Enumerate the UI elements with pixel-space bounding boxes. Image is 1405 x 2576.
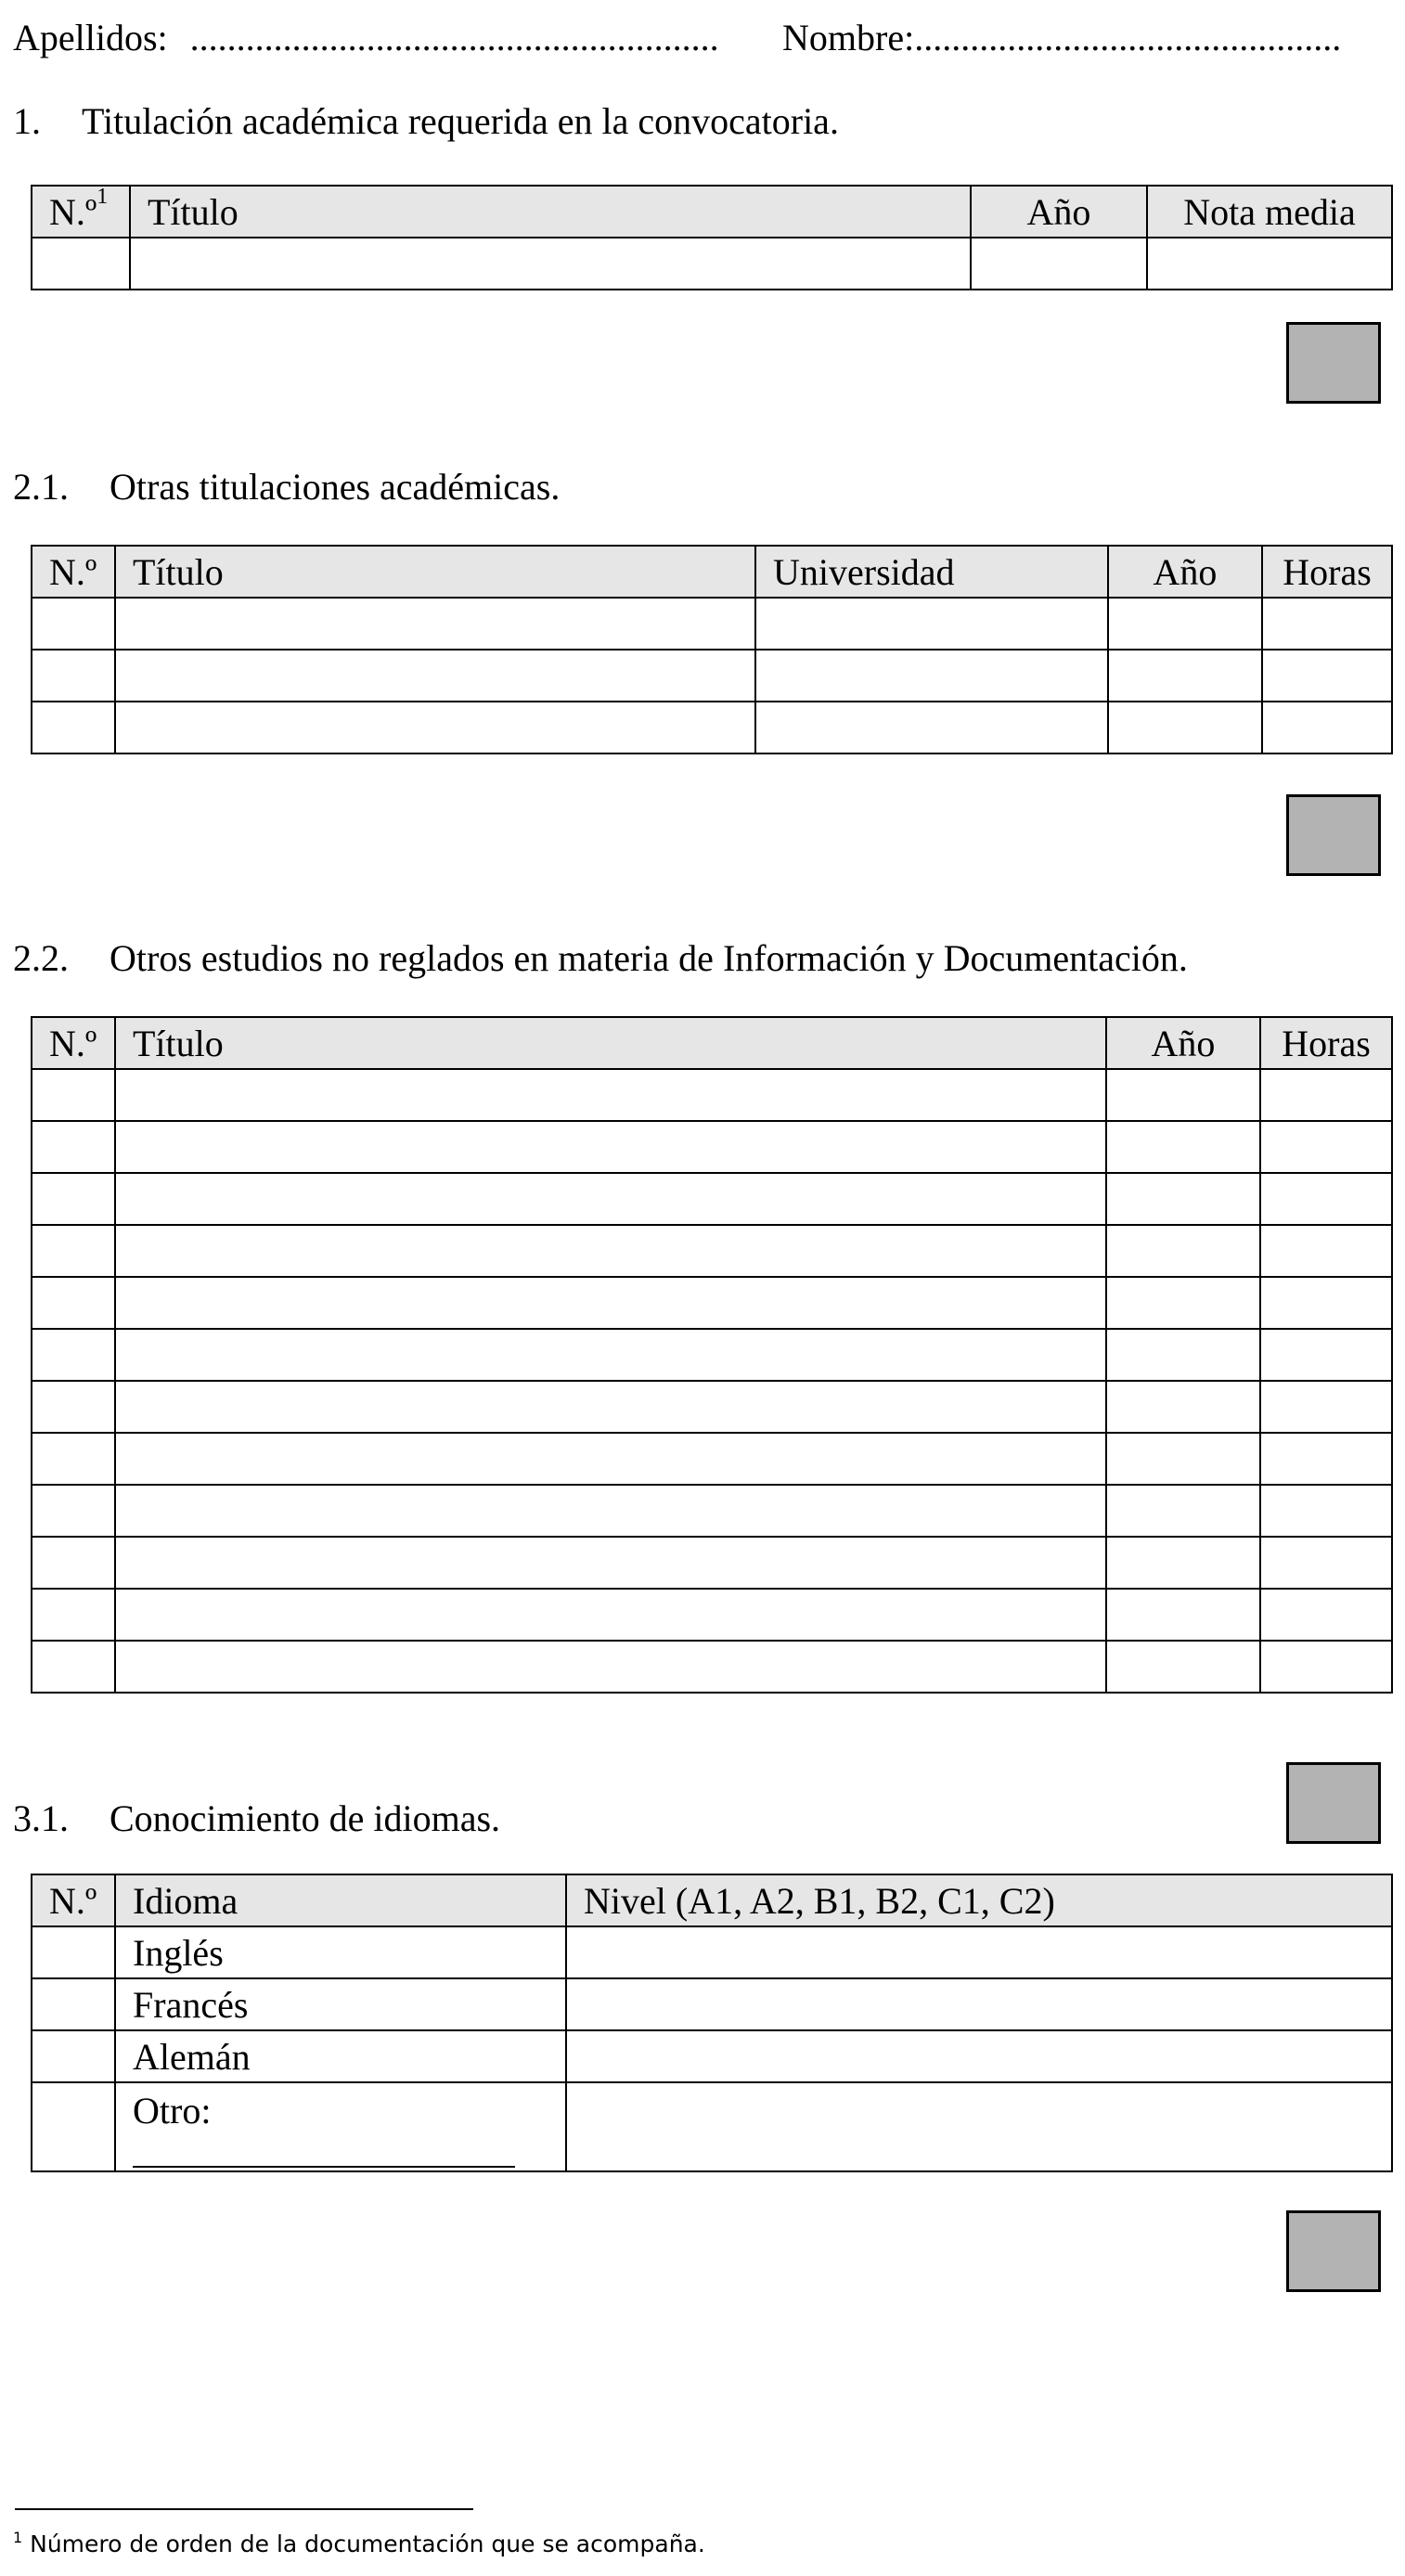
col-header-ano: Año (971, 186, 1147, 238)
cell-input[interactable] (1106, 1589, 1260, 1641)
cell-input[interactable] (115, 1537, 1106, 1589)
nombre-label: Nombre: (782, 17, 915, 58)
table-row (32, 1329, 1392, 1381)
table-row (32, 2082, 1392, 2171)
table-row (32, 1537, 1392, 1589)
table-row (32, 2030, 1392, 2082)
cell-input[interactable] (1106, 1277, 1260, 1329)
section31-heading (13, 1797, 501, 1839)
cell-input[interactable] (1106, 1121, 1260, 1173)
cell-input[interactable] (1262, 702, 1392, 753)
col-header-titulo: Título (115, 1017, 1106, 1069)
cell-input[interactable] (32, 1589, 115, 1641)
table-row (32, 1381, 1392, 1433)
cell-input[interactable] (1106, 1485, 1260, 1537)
cell-input[interactable] (755, 650, 1108, 702)
nombre-line (782, 19, 1341, 57)
cell-input[interactable] (32, 702, 115, 753)
section22-number: 2.2. (13, 937, 69, 979)
col-header-titulo: Título (130, 186, 971, 238)
cell-input[interactable] (1260, 1433, 1392, 1485)
section22-rows (32, 1069, 1392, 1693)
cell-input[interactable] (32, 1537, 115, 1589)
cell-input[interactable] (1260, 1537, 1392, 1589)
cell-input[interactable] (115, 1121, 1106, 1173)
table-row (32, 1641, 1392, 1693)
section1-table (31, 185, 1393, 290)
cell-input[interactable] (1106, 1381, 1260, 1433)
table-row (32, 238, 1392, 290)
cell-input[interactable] (115, 1277, 1106, 1329)
cell-input[interactable] (755, 702, 1108, 753)
apellidos-field[interactable]: ......................................................... (189, 17, 719, 58)
cell-input[interactable] (32, 2082, 115, 2171)
cell-input[interactable] (115, 598, 755, 650)
table-row (32, 598, 1392, 650)
section31-table (31, 1874, 1393, 2172)
language-aleman: Alemán (115, 2030, 566, 2082)
cell-input[interactable] (115, 1433, 1106, 1485)
section22-heading (13, 937, 1188, 979)
cell-input[interactable] (32, 2030, 115, 2082)
col-header-universidad: Universidad (755, 546, 1108, 598)
cell-input[interactable] (1108, 650, 1262, 702)
table-header-row (32, 546, 1392, 598)
cell-input[interactable] (1262, 650, 1392, 702)
cell-input[interactable] (1106, 1433, 1260, 1485)
cell-input[interactable] (1260, 1225, 1392, 1277)
cell-input[interactable] (566, 1926, 1392, 1978)
cell-input[interactable] (1106, 1329, 1260, 1381)
footnote-marker: 1 (13, 2529, 23, 2546)
cell-input[interactable] (115, 1225, 1106, 1277)
cell-input[interactable] (115, 1069, 1106, 1121)
cell-input[interactable] (1260, 1173, 1392, 1225)
cell-input[interactable] (115, 1173, 1106, 1225)
cell-input[interactable] (1147, 238, 1392, 290)
cell-input[interactable] (32, 1433, 115, 1485)
table-header-row (32, 1874, 1392, 1926)
cell-input[interactable] (1260, 1329, 1392, 1381)
cell-input[interactable] (32, 1173, 115, 1225)
table-row (32, 1926, 1392, 1978)
col-header-numero: N.º (32, 1017, 115, 1069)
section1-number: 1. (13, 100, 41, 142)
cell-input[interactable] (971, 238, 1147, 290)
footnote-text: Número de orden de la documentación que se acompaña. (30, 2531, 705, 2557)
cell-input[interactable] (1108, 598, 1262, 650)
language-ingles: Inglés (115, 1926, 566, 1978)
section21-title: Otras titulaciones académicas. (110, 466, 561, 508)
cell-input[interactable] (32, 238, 130, 290)
section22-table (31, 1016, 1393, 1694)
col-header-horas: Horas (1262, 546, 1392, 598)
col-header-numero: N.º (32, 546, 115, 598)
cell-input[interactable] (1106, 1225, 1260, 1277)
cell-input[interactable] (32, 1381, 115, 1433)
section1-title: Titulación académica requerida en la convocatoria. (82, 100, 839, 142)
table-row (32, 1277, 1392, 1329)
cell-input[interactable] (115, 1381, 1106, 1433)
cell-input[interactable] (130, 238, 971, 290)
cell-input[interactable] (115, 1641, 1106, 1693)
cell-input[interactable] (32, 598, 115, 650)
language-frances: Francés (115, 1978, 566, 2030)
cell-input[interactable] (32, 1121, 115, 1173)
score-box[interactable] (1286, 322, 1381, 404)
cell-input[interactable] (1260, 1069, 1392, 1121)
cell-input[interactable] (566, 1978, 1392, 2030)
section21-number: 2.1. (13, 466, 69, 508)
cell-input[interactable] (1106, 1069, 1260, 1121)
col-header-nivel: Nivel (A1, A2, B1, B2, C1, C2) (566, 1874, 1392, 1926)
apellidos-label: Apellidos: (13, 17, 168, 58)
score-box[interactable] (1286, 2210, 1381, 2292)
cell-input[interactable] (32, 1485, 115, 1537)
col-header-horas: Horas (1260, 1017, 1392, 1069)
cell-input[interactable] (32, 1225, 115, 1277)
cell-input[interactable] (1260, 1589, 1392, 1641)
cell-input[interactable] (115, 702, 755, 753)
cell-input[interactable] (1106, 1173, 1260, 1225)
table-row (32, 1485, 1392, 1537)
section22-title: Otros estudios no reglados en materia de Información y Documentación. (110, 937, 1188, 979)
col-header-numero: N.º (32, 1874, 115, 1926)
cell-input[interactable] (1106, 1537, 1260, 1589)
col-header-ano: Año (1108, 546, 1262, 598)
otro-blank-field[interactable] (133, 2138, 515, 2168)
col-header-titulo: Título (115, 546, 755, 598)
cell-input[interactable] (115, 1329, 1106, 1381)
table-row (32, 1069, 1392, 1121)
section31-title: Conocimiento de idiomas. (110, 1797, 501, 1839)
table-header-row (32, 1017, 1392, 1069)
cell-input[interactable] (115, 1589, 1106, 1641)
table-header-row (32, 186, 1392, 238)
footnote-ref[interactable]: 1 (97, 186, 109, 209)
cell-input[interactable] (115, 650, 755, 702)
section21-heading (13, 466, 561, 508)
section1-heading (13, 100, 839, 142)
cell-input[interactable] (115, 1485, 1106, 1537)
cell-input[interactable] (1260, 1121, 1392, 1173)
language-otro-label: Otro: (133, 2090, 212, 2132)
cell-input[interactable] (32, 650, 115, 702)
table-row (32, 1589, 1392, 1641)
col-header-idioma: Idioma (115, 1874, 566, 1926)
cell-input[interactable] (1108, 702, 1262, 753)
cell-input[interactable] (32, 1329, 115, 1381)
cell-input[interactable] (32, 1926, 115, 1978)
cell-input[interactable] (1262, 598, 1392, 650)
col-header-ano: Año (1106, 1017, 1260, 1069)
header-line (13, 19, 719, 57)
cell-input[interactable] (1106, 1641, 1260, 1693)
cell-input[interactable] (1260, 1641, 1392, 1693)
table-row (32, 1121, 1392, 1173)
col-header-nota-media: Nota media (1147, 186, 1392, 238)
cell-input[interactable] (32, 1069, 115, 1121)
section21-table (31, 545, 1393, 754)
table-row (32, 702, 1392, 753)
cell-input[interactable] (755, 598, 1108, 650)
table-row (32, 1433, 1392, 1485)
score-box[interactable] (1286, 794, 1381, 876)
col-header-numero: N.º$^1$ (32, 186, 130, 238)
cell-input[interactable] (32, 1978, 115, 2030)
cell-input[interactable] (1260, 1485, 1392, 1537)
cell-input[interactable] (32, 1277, 115, 1329)
language-otro (115, 2082, 566, 2171)
table-row (32, 1225, 1392, 1277)
footnote (13, 2531, 705, 2557)
cell-input[interactable] (32, 1641, 115, 1693)
table-row (32, 650, 1392, 702)
footnote-divider (15, 2508, 473, 2510)
cell-input[interactable] (1260, 1277, 1392, 1329)
nombre-field[interactable]: .............................................. (914, 17, 1342, 58)
cell-input[interactable] (1260, 1381, 1392, 1433)
table-row (32, 1978, 1392, 2030)
score-box[interactable] (1286, 1762, 1381, 1844)
section31-number: 3.1. (13, 1797, 69, 1839)
table-row (32, 1173, 1392, 1225)
cell-input[interactable] (566, 2082, 1392, 2171)
cell-input[interactable] (566, 2030, 1392, 2082)
